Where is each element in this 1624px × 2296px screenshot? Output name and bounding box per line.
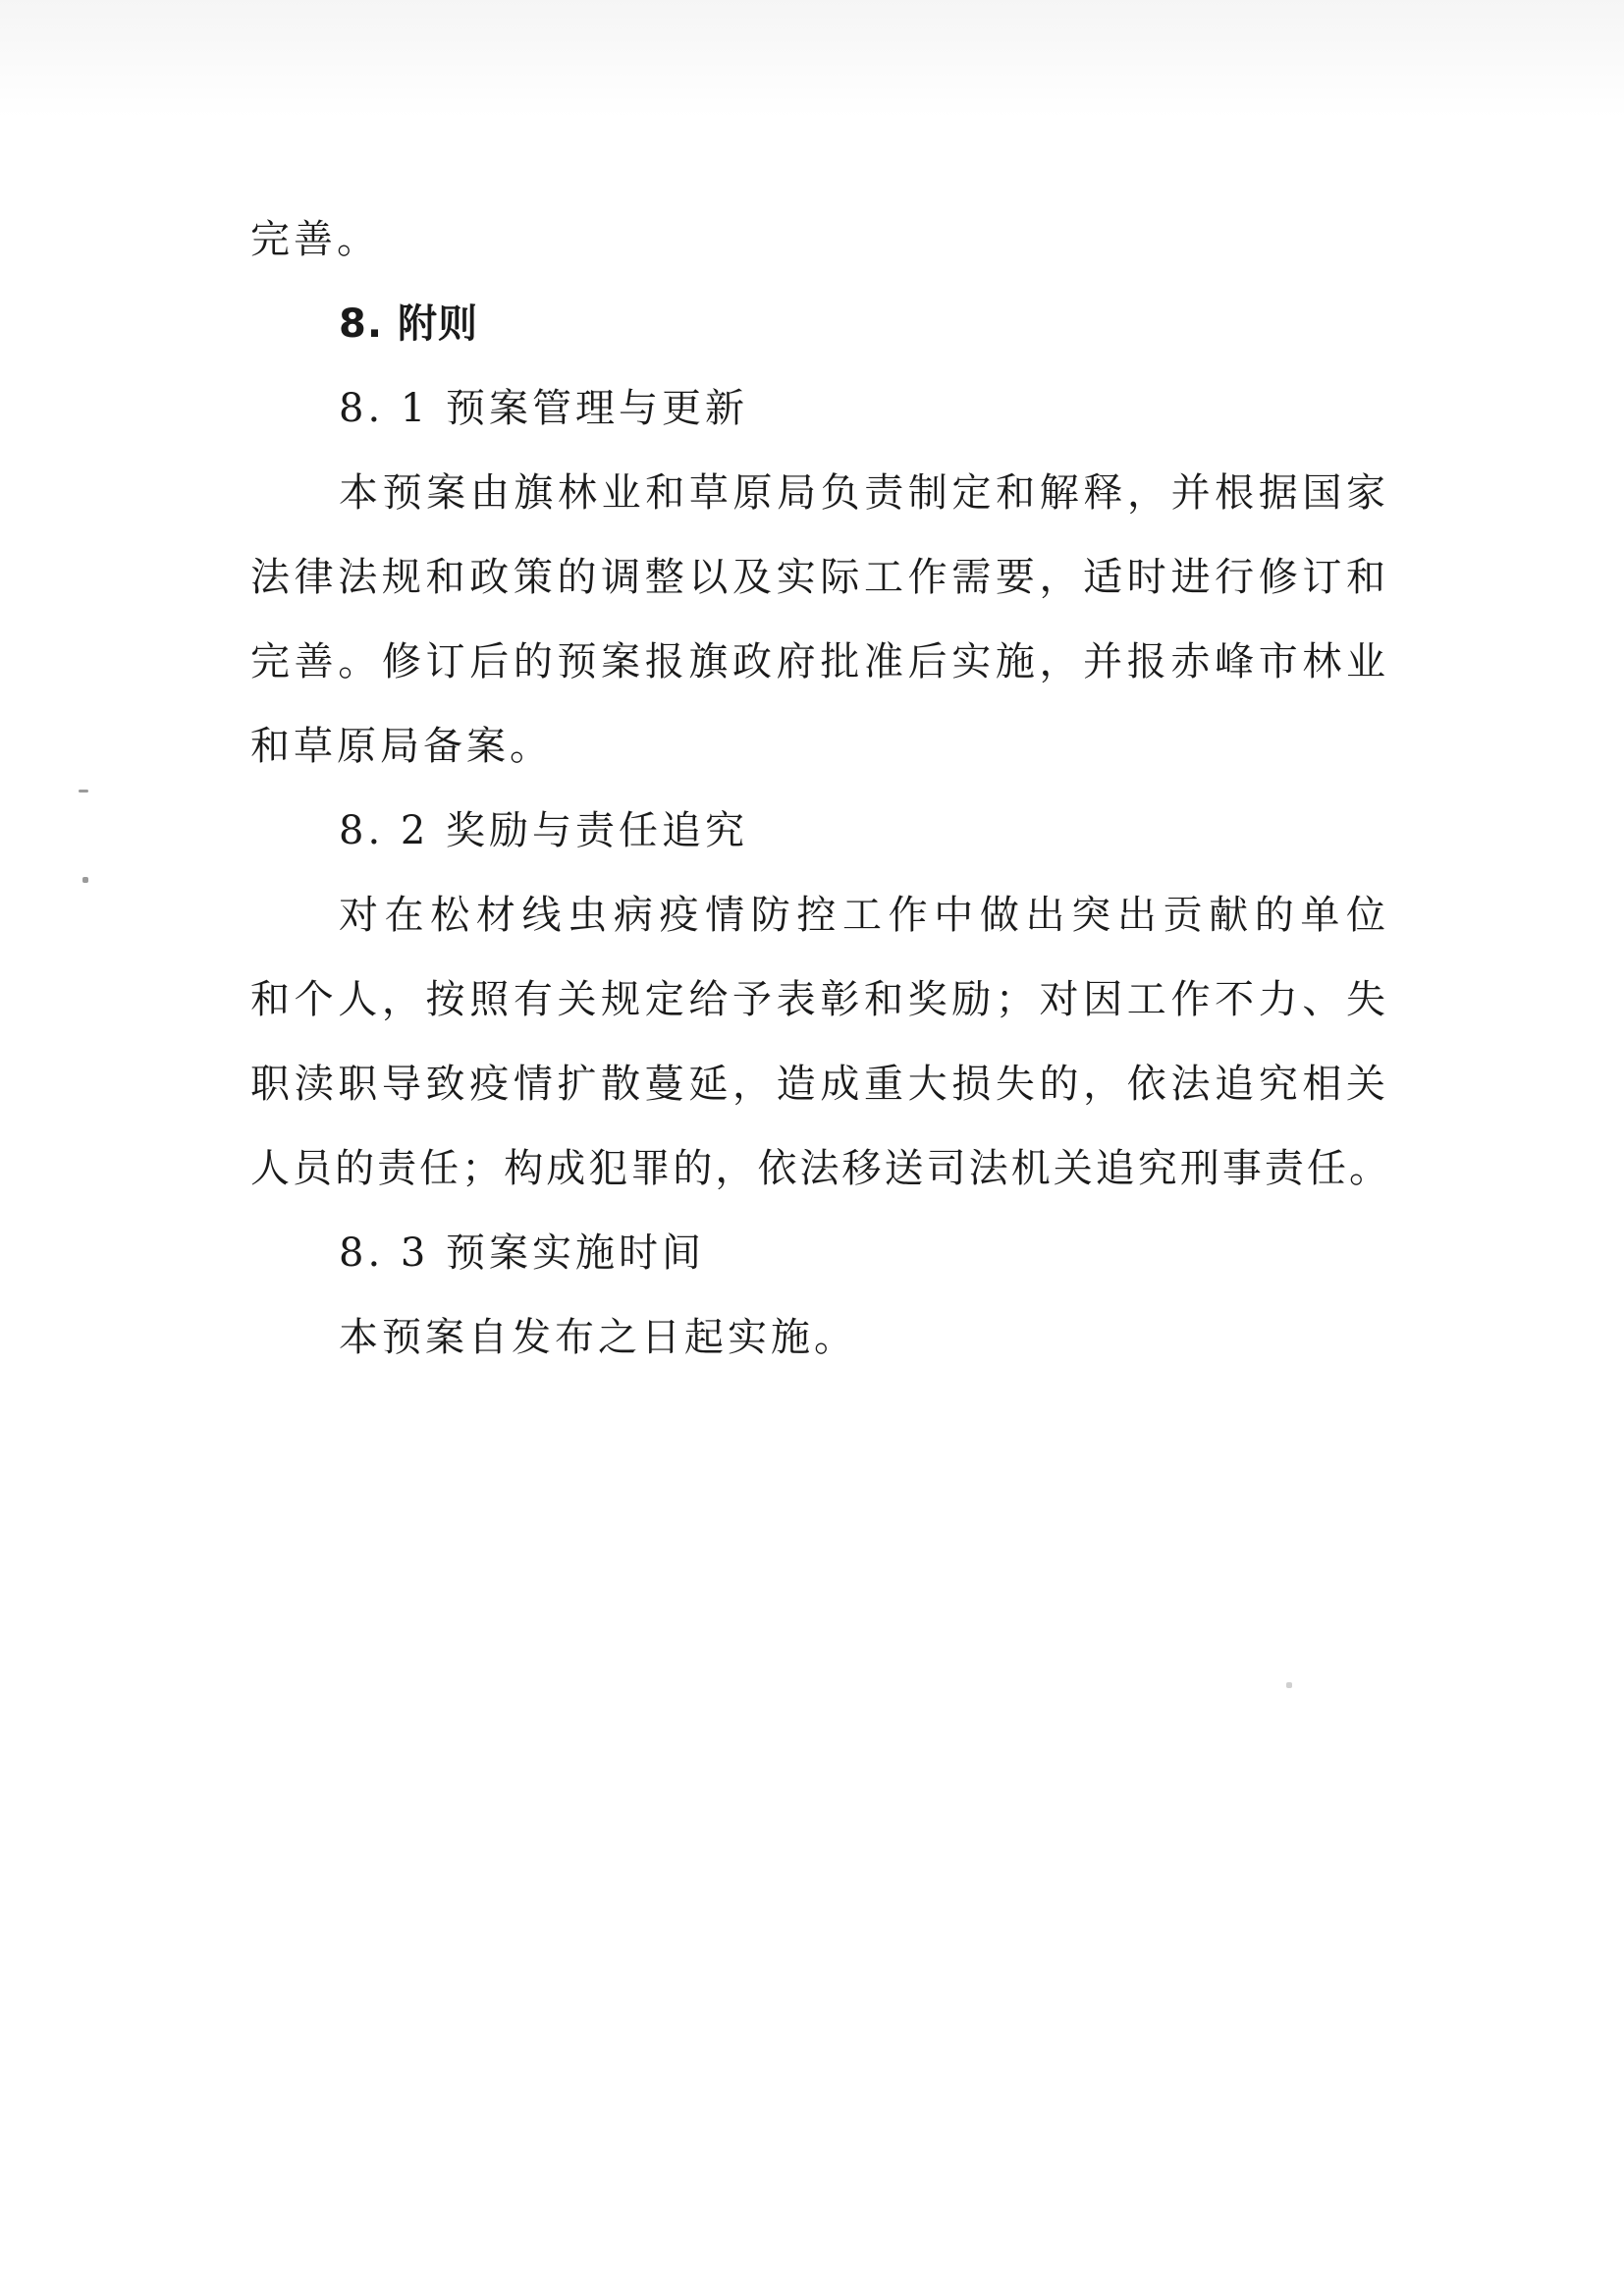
subsection-heading-8-3: 8. 3 预案实施时间	[339, 1230, 706, 1276]
paragraph-8-2-line-1: 对在松材线虫病疫情防控工作中做出突出贡献的单位	[339, 893, 1389, 938]
subsection-heading-8-1: 8. 1 预案管理与更新	[339, 386, 749, 431]
paragraph-8-1-line-2: 法律法规和政策的调整以及实际工作需要，适时进行修订和	[250, 555, 1389, 600]
scan-speck	[79, 790, 88, 793]
paragraph-8-2-line-4: 人员的责任；构成犯罪的，依法移送司法机关追究刑事责任。	[250, 1146, 1389, 1191]
section-heading-8: 8. 附则	[339, 301, 478, 347]
scan-speck	[1286, 1682, 1292, 1688]
scan-speck	[82, 877, 88, 883]
paragraph-8-3-line-1: 本预案自发布之日起实施。	[339, 1315, 857, 1360]
subsection-heading-8-2: 8. 2 奖励与责任追究	[339, 808, 749, 853]
paragraph-8-1-line-4: 和草原局备案。	[250, 724, 553, 769]
paragraph-8-2-line-2: 和个人，按照有关规定给予表彰和奖励；对因工作不力、失	[250, 977, 1389, 1022]
paragraph-8-1-line-1: 本预案由旗林业和草原局负责制定和解释，并根据国家	[339, 470, 1389, 516]
paragraph-8-2-line-3: 职渎职导致疫情扩散蔓延，造成重大损失的，依法追究相关	[250, 1062, 1389, 1107]
text-line-continuation: 完善。	[250, 217, 380, 262]
scan-shadow	[0, 0, 1624, 118]
paragraph-8-1-line-3: 完善。修订后的预案报旗政府批准后实施，并报赤峰市林业	[250, 639, 1389, 684]
